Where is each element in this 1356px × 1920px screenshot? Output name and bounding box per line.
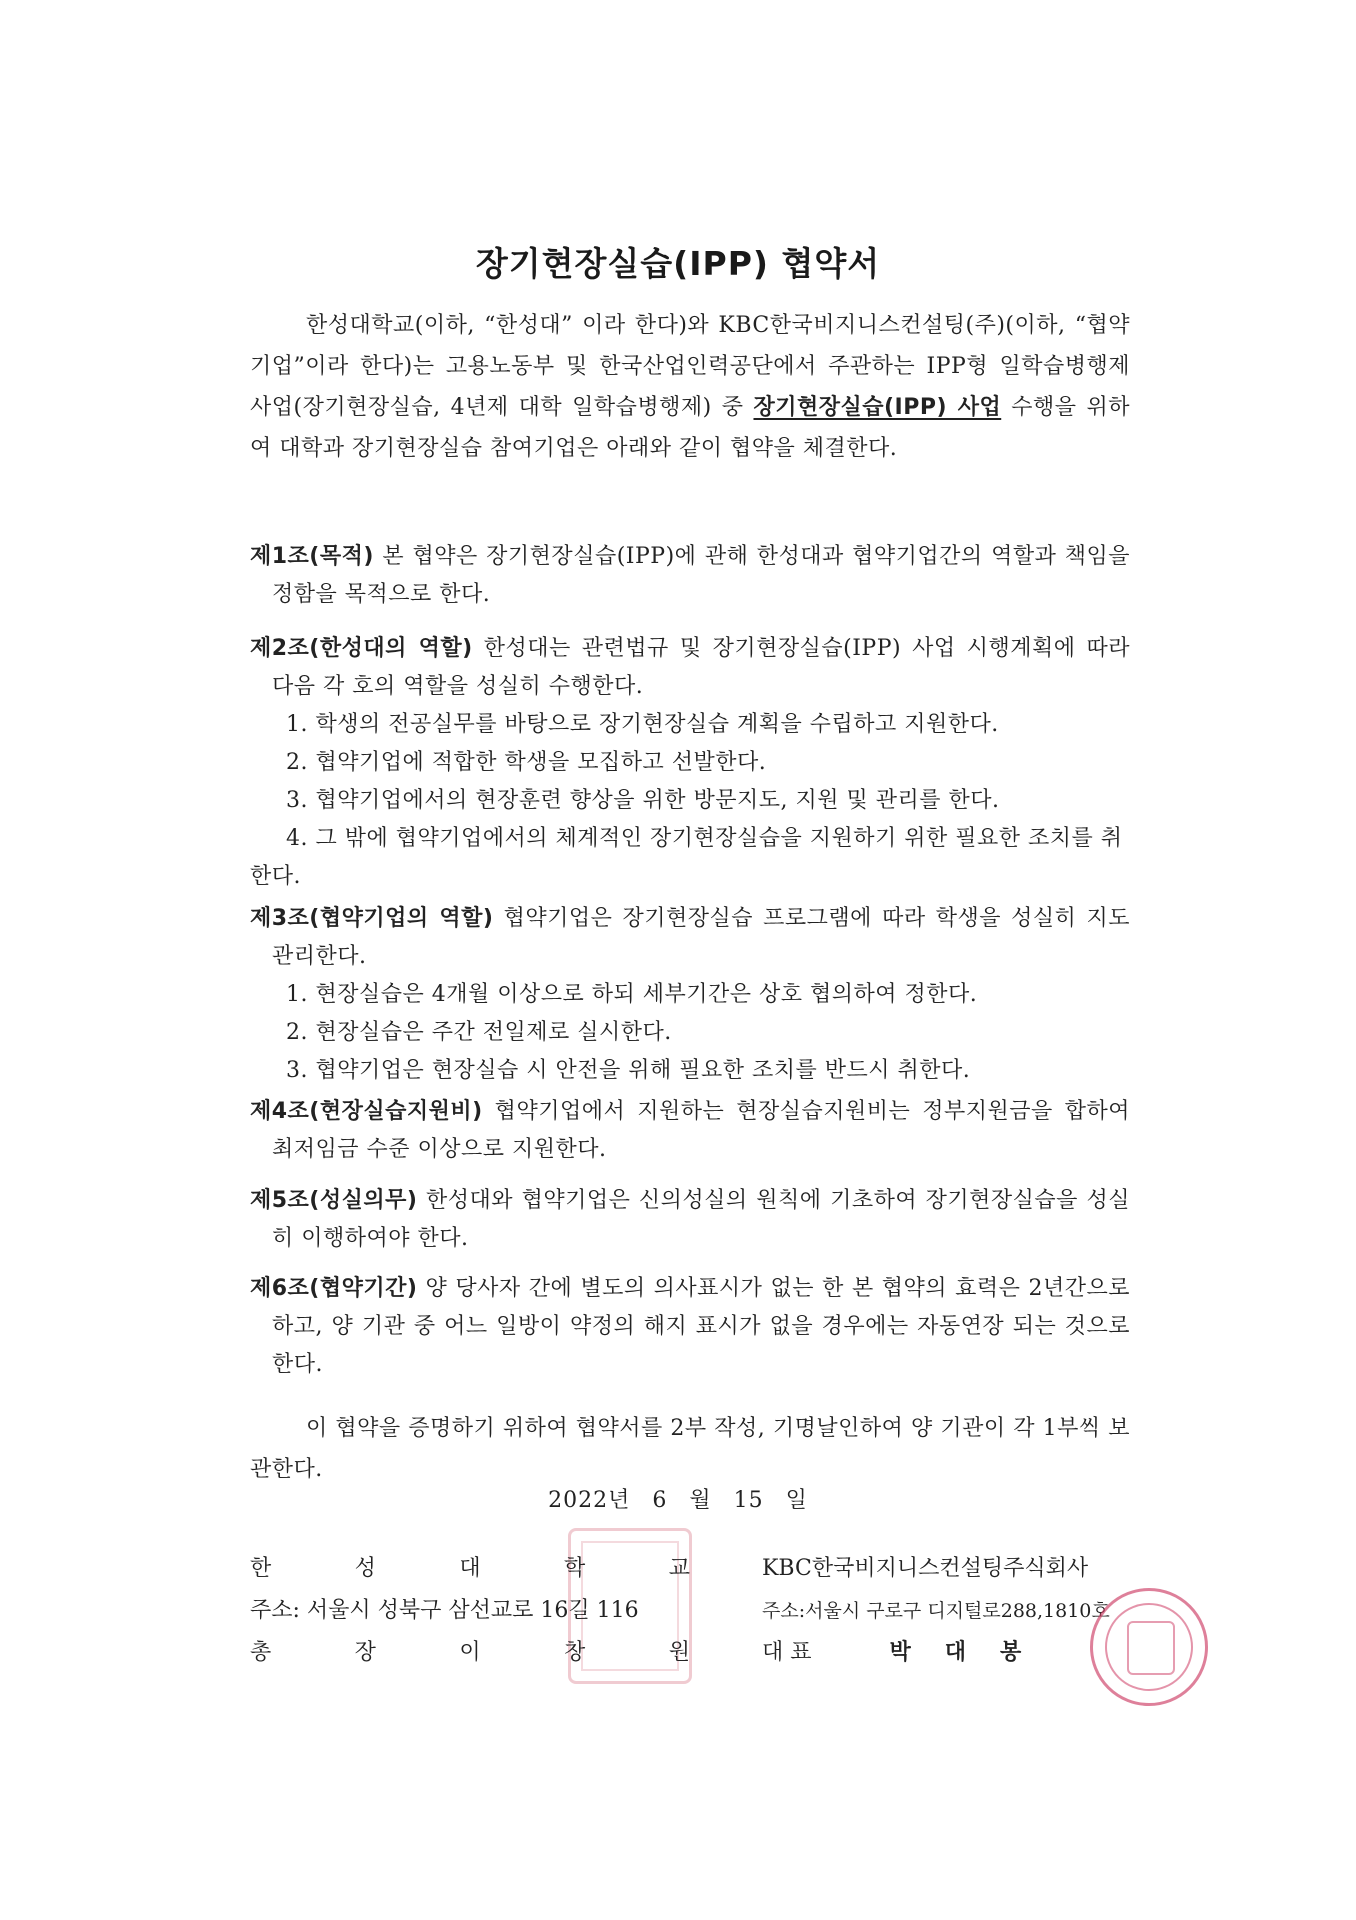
article-2-paragraph — [250, 630, 1130, 706]
article-2-body: 한성대는 관련법규 및 장기현장실습(IPP) 사업 시행계획에 따라 다음 각 호의 역할을 성실히 수행한다. — [272, 636, 1131, 699]
university-name-char: 성 — [354, 1556, 376, 1581]
company-seal-core — [1127, 1621, 1175, 1675]
article-5-paragraph — [250, 1182, 1130, 1258]
article-2-item-2: 2. 협약기업에 적합한 학생을 모집하고 선발한다. — [286, 750, 767, 775]
company-representative-name: 박대봉 — [889, 1640, 1056, 1665]
company-address: 주소:서울시 구로구 디지털로288,1810호 — [762, 1600, 1110, 1622]
article-1-paragraph — [250, 538, 1130, 614]
company-name: KBC한국비지니스컨설팅주식회사 — [762, 1556, 1089, 1581]
article-2-item-4: 4. 그 밖에 협약기업에서의 체계적인 장기현장실습을 지원하기 위한 필요한 조치를 취한다. — [250, 826, 1123, 889]
university-role-char: 총 — [250, 1640, 272, 1665]
article-6-heading: 제6조(협약기간) — [250, 1276, 418, 1301]
date-day-unit: 일 — [785, 1488, 808, 1513]
university-name-char: 학 — [564, 1556, 586, 1581]
article-5 — [250, 1182, 1130, 1258]
article-4 — [250, 1093, 1130, 1169]
article-2-item-3: 3. 협약기업에서의 현장훈련 향상을 위한 방문지도, 지원 및 관리를 한다. — [286, 788, 1000, 813]
article-1-heading: 제1조(목적) — [250, 544, 374, 569]
intro-paragraph — [250, 305, 1130, 469]
university-president-line — [250, 1632, 690, 1674]
date-year: 2022년 — [548, 1488, 631, 1513]
university-name-char: 교 — [668, 1556, 690, 1581]
university-person-char: 창 — [564, 1640, 586, 1665]
date-month-num: 6 — [652, 1488, 668, 1513]
article-1 — [250, 538, 1130, 614]
university-address: 주소: 서울시 성북구 삼선교로 16길 116 — [250, 1598, 639, 1623]
company-seal-stamp — [1090, 1588, 1208, 1706]
article-4-paragraph — [250, 1093, 1130, 1169]
article-2-heading: 제2조(한성대의 역할) — [250, 636, 473, 661]
article-3-body: 협약기업은 장기현장실습 프로그램에 따라 학생을 성실히 지도 관리한다. — [272, 906, 1130, 969]
article-3-item-1: 1. 현장실습은 4개월 이상으로 하되 세부기간은 상호 협의하여 정한다. — [286, 982, 978, 1007]
article-6-paragraph — [250, 1270, 1130, 1384]
intro-text-after: 수행을 위하여 대학과 장기현장실습 참여기업은 아래와 같이 협약을 체결한다. — [250, 395, 1130, 461]
university-name-char: 한 — [250, 1556, 272, 1581]
university-person-char: 이 — [459, 1640, 481, 1665]
intro-emphasis: 장기현장실습(IPP) 사업 — [753, 395, 1002, 420]
article-6 — [250, 1270, 1130, 1384]
university-person-char: 원 — [668, 1640, 690, 1665]
article-2 — [250, 630, 1130, 896]
article-4-body: 협약기업에서 지원하는 현장실습지원비는 정부지원금을 합하여 최저임금 수준 이상으로 지원한다. — [272, 1099, 1130, 1162]
date-month-unit: 월 — [689, 1488, 712, 1513]
company-role: 대 표 — [762, 1640, 812, 1665]
agreement-date — [0, 1483, 1356, 1514]
university-signature-block — [250, 1548, 690, 1674]
article-1-body: 본 협약은 장기현장실습(IPP)에 관해 한성대과 협약기업간의 역할과 책임을 정함을 목적으로 한다. — [272, 544, 1130, 607]
university-role-char: 장 — [354, 1640, 376, 1665]
article-5-heading: 제5조(성실의무) — [250, 1188, 418, 1213]
article-3-item-3: 3. 협약기업은 현장실습 시 안전을 위해 필요한 조치를 반드시 취한다. — [286, 1058, 971, 1083]
article-5-body: 한성대와 협약기업은 신의성실의 원칙에 기초하여 장기현장실습을 성실히 이행하여야 한다. — [272, 1188, 1130, 1251]
closing-paragraph: 이 협약을 증명하기 위하여 협약서를 2부 작성, 기명날인하여 양 기관이 각 1부씩 보관한다. — [250, 1416, 1130, 1482]
article-4-heading: 제4조(현장실습지원비) — [250, 1099, 483, 1124]
intro-text-before: 한성대학교(이하, “한성대” 이라 한다)와 KBC한국비지니스컨설팅(주)(이하, “협약기업”이라 한다)는 고용노동부 및 한국산업인력공단에서 주관하는 IPP형 일학습병행제 사업(장기현장실습, 4년제 대학 일학습병행제) 중 — [250, 313, 1130, 420]
date-day-num: 15 — [733, 1488, 764, 1513]
university-name-char: 대 — [459, 1556, 481, 1581]
article-3-paragraph — [250, 900, 1130, 976]
document-title: 장기현장실습(IPP) 협약서 — [475, 244, 881, 283]
article-3 — [250, 900, 1130, 1090]
university-name — [250, 1548, 690, 1590]
article-6-body: 양 당사자 간에 별도의 의사표시가 없는 한 본 협약의 효력은 2년간으로 하고, 양 기관 중 어느 일방이 약정의 해지 표시가 없을 경우에는 자동연장 되는 것으로 한다. — [272, 1276, 1130, 1377]
article-2-item-1: 1. 학생의 전공실무를 바탕으로 장기현장실습 계획을 수립하고 지원한다. — [286, 712, 999, 737]
article-3-heading: 제3조(협약기업의 역할) — [250, 906, 494, 931]
article-3-item-2: 2. 현장실습은 주간 전일제로 실시한다. — [286, 1020, 672, 1045]
